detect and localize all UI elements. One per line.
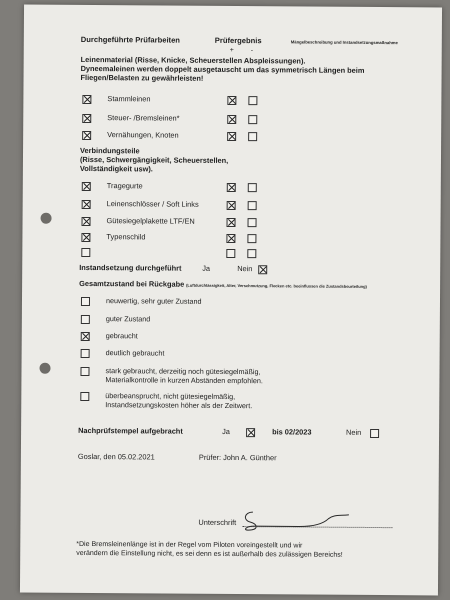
header-minus: - xyxy=(250,47,254,55)
condition-label-clearly-used xyxy=(106,348,165,357)
item-checkbox-stammleinen[interactable] xyxy=(82,95,91,104)
condition-label-heavily-used xyxy=(105,366,263,385)
minus-checkbox-leinenschloesser[interactable] xyxy=(248,201,257,210)
repair-nein-label: Nein xyxy=(237,264,253,274)
stamp-nein-label: Nein xyxy=(346,427,362,437)
repair-nein-checkbox[interactable] xyxy=(258,265,267,274)
item-checkbox-empty[interactable] xyxy=(81,248,90,257)
condition-label-line: guter Zustand xyxy=(105,314,151,324)
condition-label-new xyxy=(106,296,202,306)
condition-checkbox-overstressed[interactable] xyxy=(80,392,89,401)
condition-checkbox-heavily-used[interactable] xyxy=(80,367,89,376)
item-label-guetesiegel: Gütesiegelplakette LTF/EN xyxy=(106,216,195,226)
plus-checkbox-leinenschloesser[interactable] xyxy=(227,201,236,210)
plus-checkbox-typenschild[interactable] xyxy=(226,234,235,243)
section-connectors-title-line: Vollständigkeit usw). xyxy=(79,163,153,174)
minus-checkbox-guetesiegel[interactable] xyxy=(248,218,257,227)
repair-ja-label: Ja xyxy=(202,263,211,273)
signature-label: Unterschrift xyxy=(198,517,237,528)
item-label-vernaehungen: Vernähungen, Knoten xyxy=(107,130,179,140)
stamp-nein-checkbox[interactable] xyxy=(370,429,379,438)
condition-checkbox-used[interactable] xyxy=(81,332,90,341)
minus-checkbox-stammleinen[interactable] xyxy=(248,96,257,105)
minus-checkbox-tragegurte[interactable] xyxy=(248,183,257,192)
plus-checkbox-empty[interactable] xyxy=(226,249,235,258)
condition-checkbox-new[interactable] xyxy=(81,297,90,306)
condition-label-line: deutlich gebraucht xyxy=(105,348,165,358)
section-lines-title xyxy=(81,55,431,84)
header-col-result: Prüfergebnis xyxy=(214,35,262,46)
item-label-typenschild: Typenschild xyxy=(106,232,146,242)
overall-condition-note: (Luftdurchlässigkeit, Alter, Verschmutzung, Flecken etc. beeinflussen die Zustandsbeurteilung) xyxy=(186,282,367,289)
punch-hole-bottom xyxy=(39,363,50,374)
item-label-stammleinen: Stammleinen xyxy=(107,94,151,104)
condition-label-line: stark gebraucht, derzeitig noch gütesiegelmäßig, xyxy=(105,366,261,377)
condition-label-good xyxy=(106,314,150,323)
brake-line-footnote xyxy=(76,540,343,560)
minus-checkbox-vernaehungen[interactable] xyxy=(248,132,257,141)
condition-label-line: gebraucht xyxy=(105,331,138,341)
item-checkbox-tragegurte[interactable] xyxy=(82,182,91,191)
condition-checkbox-good[interactable] xyxy=(81,315,90,324)
section-lines-title-line: Leinenmaterial (Risse, Knicke, Scheuerstellen Abspleissungen). xyxy=(80,54,306,66)
minus-checkbox-typenschild[interactable] xyxy=(247,234,256,243)
condition-label-overstressed xyxy=(105,391,252,410)
stamp-label: Nachprüfstempel aufgebracht xyxy=(78,425,183,436)
overall-condition-title: Gesamtzustand bei Rückgabe xyxy=(79,278,185,289)
item-checkbox-leinenschloesser[interactable] xyxy=(82,200,91,209)
examiner-name: Prüfer: John A. Günther xyxy=(198,452,277,463)
footnote-line: *Die Bremsleinenlänge ist in der Regel vom Piloten voreingestellt und wir xyxy=(76,540,303,550)
place-date: Goslar, den 05.02.2021 xyxy=(77,451,155,462)
repair-done-label: Instandsetzung durchgeführt xyxy=(79,262,182,273)
signature-scribble-icon xyxy=(238,506,358,533)
item-checkbox-steuerleinen[interactable] xyxy=(82,114,91,123)
plus-checkbox-tragegurte[interactable] xyxy=(227,183,236,192)
stamp-ja-label: Ja xyxy=(222,426,230,436)
plus-checkbox-vernaehungen[interactable] xyxy=(227,132,236,141)
section-lines-title-line: Fliegen/Belasten zu gewährleisten! xyxy=(80,72,204,83)
condition-label-line: Instandsetzungskosten höher als der Zeitwert. xyxy=(105,400,253,411)
punch-hole-top xyxy=(41,213,52,224)
condition-checkbox-clearly-used[interactable] xyxy=(81,349,90,358)
plus-checkbox-steuerleinen[interactable] xyxy=(227,115,236,124)
header-col-work: Durchgeführte Prüfarbeiten xyxy=(80,34,181,45)
inspection-form-sheet xyxy=(20,5,442,596)
stamp-ja-checkbox[interactable] xyxy=(246,428,255,437)
condition-label-line: Materialkontrolle in kurzen Abständen empfohlen. xyxy=(105,375,263,386)
item-label-leinenschloesser: Leinenschlösser / Soft Links xyxy=(106,199,199,209)
header-plus: + xyxy=(229,46,234,55)
plus-checkbox-stammleinen[interactable] xyxy=(227,96,236,105)
section-lines-title-line: Dyneemaleinen werden doppelt ausgetauscht um das symmetrisch Längen beim xyxy=(80,63,365,75)
stamp-valid-until: bis 02/2023 xyxy=(272,427,312,437)
condition-label-line: neuwertig, sehr guter Zustand xyxy=(105,296,202,306)
condition-label-used xyxy=(106,331,138,340)
section-connectors-title-line: Verbindungsteile xyxy=(80,145,140,156)
item-checkbox-typenschild[interactable] xyxy=(81,233,90,242)
section-connectors-title-line: (Risse, Schwergängigkeit, Scheuerstellen, xyxy=(79,154,229,165)
item-checkbox-vernaehungen[interactable] xyxy=(82,131,91,140)
header-col-description: Mängelbeschreibung und Instandsetzungsmaßnahme xyxy=(290,39,398,46)
item-checkbox-guetesiegel[interactable] xyxy=(82,217,91,226)
plus-checkbox-guetesiegel[interactable] xyxy=(227,218,236,227)
footnote-line: verändern die Einstellung nicht, es sei denn es ist außerhalb des zulässigen Bereichs! xyxy=(76,549,343,559)
condition-label-line: überbeansprucht, nicht gütesiegelmäßig, xyxy=(105,391,236,402)
section-connectors-title xyxy=(80,146,380,175)
item-label-tragegurte: Tragegurte xyxy=(106,181,143,191)
minus-checkbox-steuerleinen[interactable] xyxy=(248,115,257,124)
item-label-steuerleinen: Steuer- /Bremsleinen* xyxy=(107,113,180,123)
minus-checkbox-empty[interactable] xyxy=(247,249,256,258)
